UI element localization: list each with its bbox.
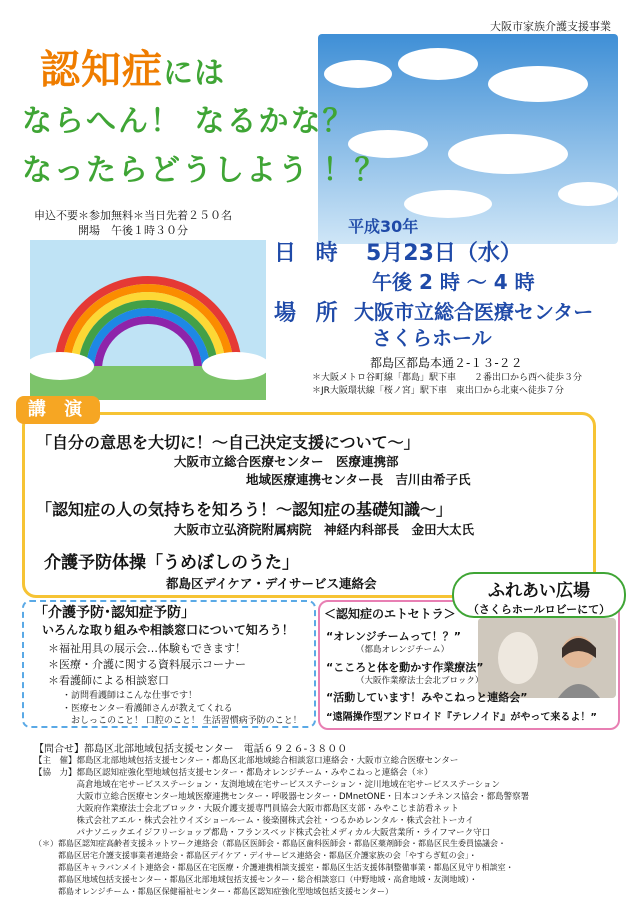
prevention-item: ＊看護師による相談窓口 — [48, 674, 169, 687]
prevention-subitem: おしっこのこと！ 口腔のこと！ 生活習慣病予防のこと！ — [62, 716, 302, 726]
prevention-subtitle: いろんな取り組みや相談窓口について知ろう！ — [42, 623, 294, 637]
place-label: 場 所 — [274, 301, 344, 326]
event-year: 平成30年 — [348, 217, 419, 236]
lecture1-org: 大阪市立総合医療センター 医療連携部 — [174, 454, 399, 469]
etcetera-item: “こころと体を動かす作業療法” — [326, 661, 484, 674]
fureai-location: （さくらホールロビーにて） — [467, 603, 611, 616]
fureai-plaza-badge — [452, 572, 626, 618]
event-time: 午後 2 時 ～ 4 時 — [372, 270, 535, 294]
venue-name: 大阪市立総合医療センター — [354, 300, 594, 324]
title-suffix: には — [163, 56, 225, 91]
prevention-subitem: ・訪問看護師はこんな仕事です！ — [62, 691, 198, 701]
access-metro: ＊大阪メトロ谷町線「都島」駅下車 ２番出口から西へ徒歩３分 — [312, 373, 583, 383]
lecture2-speaker: 大阪市立弘済院附属病院 神経内科部長 金田大太氏 — [174, 522, 475, 537]
exercise-org: 都島区デイケア・デイサービス連絡会 — [166, 576, 377, 591]
footer-line: 【協 力】都島区認知症強化型地域包括支援センター・都島オレンジチーム・みやこねっと連絡会（＊） — [34, 768, 433, 778]
rainbow-illustration — [30, 240, 266, 400]
etcetera-item: “活動しています！みやこねっと連絡会” — [326, 691, 528, 704]
footer-line: 【主 催】都島区北部地域包括支援センター・都島区北部地域総合相談窓口連絡会・大阪市立総合医療センター — [34, 756, 459, 766]
footer-line: 高倉地域在宅サービスステーション・友渕地域在宅サービスステーション・淀川地域在宅サービスステーション — [34, 780, 500, 790]
footer-line: 都島区居宅介護支援事業者連絡会・都島区デイケア・デイサービス連絡会・都島区介護家族の会「やすらぎ虹の会」・ — [34, 851, 477, 860]
etcetera-title: ＜認知症のエトセトラ＞ — [324, 607, 456, 621]
etcetera-item-org: （大阪作業療法士会北ブロック） — [356, 676, 484, 686]
footer-line: 株式会社アエル・株式会社ウイズショールーム・後楽園株式会社・つるかめレンタル・株式会社トーカイ — [34, 816, 474, 826]
title-line3: なったらどうしよう ！？ — [22, 153, 387, 188]
footer-line: （＊）都島区認知症高齢者支援ネットワーク連絡会（都島区医師会・都島区歯科医師会・都島区薬剤師会・都島区民生委員協議会・ — [34, 839, 506, 848]
footer-line: 大阪市立総合医療センター地域医療連携センター・呼吸器センター・DMnetONE・日本コンチネンス協会・都島警察署 — [34, 792, 530, 802]
prevention-title: 「介護予防･認知症予防」 — [34, 605, 195, 621]
title-line2: ならへん！ なるかな？ — [22, 104, 355, 139]
footer-line: 大阪府作業療法士会北ブロック・大阪介護支援専門員協会大阪市都島区支部・みやこじま訪看ネット — [34, 804, 459, 814]
event-date: 5月23日（水） — [366, 241, 522, 266]
venue-address: 都島区都島本通２-１３-２２ — [370, 356, 523, 370]
prevention-item: ＊福祉用具の展示会…体験もできます！ — [48, 642, 246, 655]
prevention-subitem: ・医療センター看護師さんが教えてくれる — [62, 704, 233, 714]
fureai-title: ふれあい広場 — [488, 581, 590, 601]
etcetera-item: “遠隔操作型アンドロイド『テレノイド』がやって来るよ！” — [326, 712, 597, 723]
date-label: 日 時 — [274, 241, 344, 266]
lecture-tag: 講 演 — [16, 396, 100, 424]
lecture2-title: 「認知症の人の気持ちを知ろう！～認知症の基礎知識～」 — [36, 500, 453, 519]
etcetera-item: “オレンジチームって！？” — [326, 630, 462, 643]
telenoid-photo — [478, 618, 616, 698]
footer-line: 都島オレンジチーム・都島区保健福祉センター・都島区認知症強化型地域包括支援センター） — [34, 887, 393, 896]
title-line1 — [40, 38, 225, 95]
footer-contact: 【問合せ】都島区北部地域包括支援センター 電話６９２６-３８００ — [34, 744, 348, 755]
footer-line: パナソニックエイジフリーショップ都島・フランスベッド株式会社メディカル大阪営業所・ライフマーク守口 — [34, 828, 491, 838]
access-jr: ＊JR大阪環状線「桜ノ宮」駅下車 東出口から北東へ徒歩７分 — [312, 386, 564, 396]
lecture1-title: 「自分の意思を大切に！～自己決定支援について～」 — [36, 433, 420, 452]
prevention-item: ＊医療・介護に関する資料展示コーナー — [48, 658, 246, 671]
etcetera-item-org: （都島オレンジチーム） — [356, 645, 450, 655]
sponsor-text: 大阪市家族介護支援事業 — [490, 20, 611, 33]
footer-line: 都島区キャラバンメイト連絡会・都島区在宅医療・介護連携相談支援室・都島区生活支援体制整備事業・都島区見守り相談室・ — [34, 863, 514, 872]
exercise-title: 介護予防体操「うめぼしのうた」 — [44, 553, 299, 573]
title-main: 認知症 — [40, 47, 163, 93]
admission-note: 申込不要＊参加無料＊当日先着２５０名 — [34, 209, 232, 222]
doors-open-note: 開場 午後１時３０分 — [78, 224, 188, 237]
footer-line: 都島区地域包括支援センター・都島区北部地域包括支援センター・総合相談窓口（中野地域・高倉地域・友渕地域）・ — [34, 875, 478, 884]
lecture1-speaker: 地域医療連携センター長 吉川由希子氏 — [246, 472, 471, 487]
venue-hall: さくらホール — [372, 326, 492, 350]
